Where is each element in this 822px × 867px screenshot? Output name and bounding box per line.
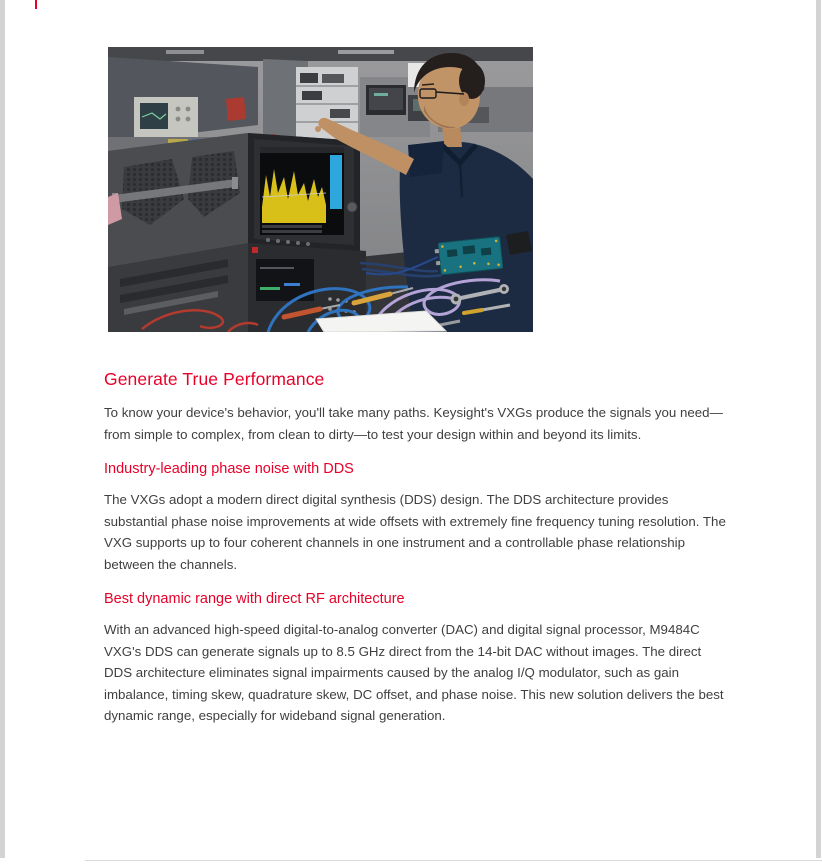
page-edge-red-tick bbox=[35, 0, 37, 9]
page-bottom-border bbox=[85, 860, 822, 861]
article-body bbox=[104, 332, 726, 727]
dynamic-range-paragraph: With an advanced high-speed digital-to-analog converter (DAC) and digital signal processor, M9484C VXG's DDS can generate signals up to 8.5 GHz direct from the 14-bit DAC without images. The direct DDS architecture eliminates signal impairments caused by the analog I/Q modulator, such as gain imbalance, timing skew, quadrature skew, DC offset, and phase noise. This new solution delivers the best dynamic range, especially for wideband signal generation. bbox=[104, 622, 724, 723]
subsection-heading-dynamic-range: Best dynamic range with direct RF architecture bbox=[104, 591, 405, 607]
page-right-border bbox=[816, 0, 821, 858]
instrument-screen bbox=[260, 147, 344, 235]
subsection-heading-phase-noise: Industry-leading phase noise with DDS bbox=[104, 461, 354, 477]
section-heading: Generate True Performance bbox=[104, 369, 325, 389]
page-left-border bbox=[0, 0, 5, 858]
circuit-board bbox=[434, 237, 503, 276]
lab-photo-illustration bbox=[108, 47, 533, 332]
phase-noise-paragraph: The VXGs adopt a modern direct digital synthesis (DDS) design. The DDS architecture provides substantial phase noise improvements at wide offsets with extremely fine frequency tuning resolution. The VXG supports up to four coherent channels in one instrument and a controllable phase relationship between the channels. bbox=[104, 492, 726, 572]
hero-photo bbox=[108, 47, 533, 332]
intro-paragraph: To know your device's behavior, you'll take many paths. Keysight's VXGs produce the signals you need—from simple to complex, from clean to dirty—to test your design within and beyond its limits. bbox=[104, 405, 723, 442]
clamp-tool bbox=[506, 231, 532, 255]
